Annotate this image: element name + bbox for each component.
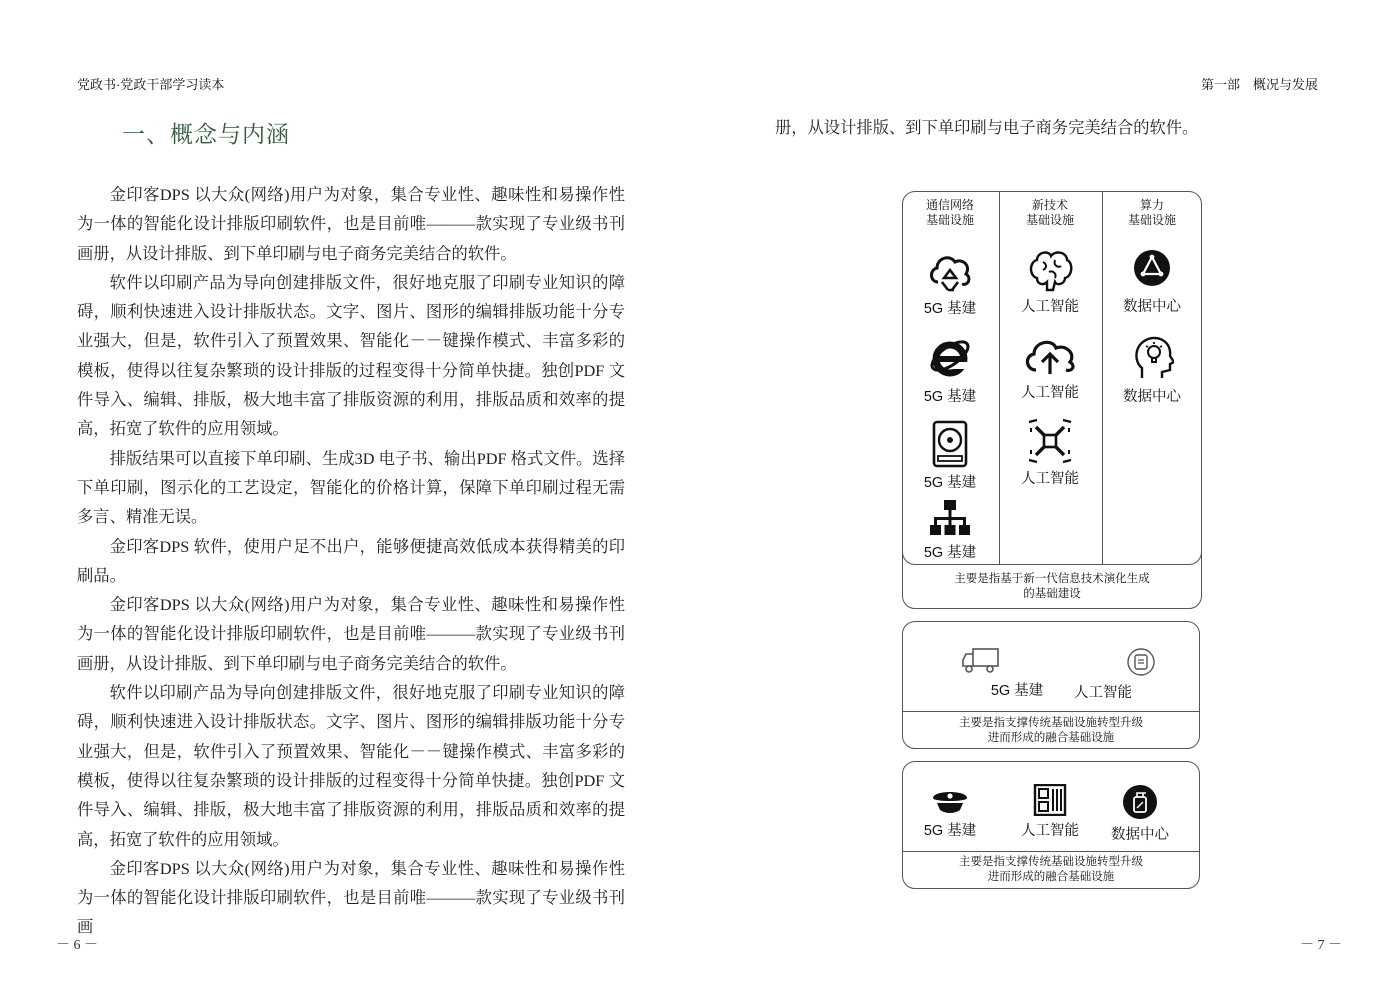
paragraph: 软件以印刷产品为导向创建排版文件，很好地克服了印刷专业知识的障碍，顺利快速进入设计排版状态。文字、图片、图形的编辑排版功能十分专业强大，但是，软件引入了预置效果、智能化－－键操作模式、丰富多彩的模板，使得以往复杂繁琐的设计排版的过程变得十分简单快捷。独创PDF 文件导入、编辑、排版，极大地丰富了排版资源的利用，排版品质和效率的提高，拓宽了软件的应用领域。 bbox=[77, 683, 625, 849]
page-number-left: － 6 － bbox=[56, 938, 98, 953]
smart-watch-icon bbox=[1125, 646, 1157, 678]
infrastructure-card-fusion-2 bbox=[902, 761, 1200, 889]
cloud-recycle-icon bbox=[926, 248, 974, 294]
page-number-right: － 7 － bbox=[1300, 938, 1342, 953]
brain-icon bbox=[1027, 248, 1073, 292]
diagram-item: 5G 基建 bbox=[900, 498, 1000, 562]
columns-bottom-border bbox=[902, 544, 1202, 565]
infrastructure-card-fusion bbox=[902, 621, 1200, 749]
diagram-item: 人工智能 bbox=[1000, 248, 1100, 316]
drone-icon bbox=[1027, 418, 1073, 464]
caption-separator bbox=[903, 711, 1199, 712]
diagram-item: 5G 基建 bbox=[955, 646, 1055, 700]
infrastructure-card-new bbox=[902, 191, 1202, 609]
column-title-compute: 算力 基础设施 bbox=[1127, 198, 1176, 227]
running-head-right: 第一部 概况与发展 bbox=[1200, 77, 1318, 92]
server-panel-icon bbox=[1033, 784, 1067, 816]
ie-browser-icon bbox=[926, 334, 974, 382]
running-head-left: 党政书·党政干部学习读本 bbox=[77, 77, 225, 92]
diagram-item: 人工智能 bbox=[1000, 418, 1100, 488]
paragraph: 排版结果可以直接下单印刷、生成3D 电子书、输出PDF 格式文件。选择下单印刷，图示化的工艺设定，智能化的价格计算，保障下单印刷过程无需多言、精准无误。 bbox=[77, 448, 625, 527]
truck-icon bbox=[961, 646, 1001, 676]
cloud-upload-icon bbox=[1022, 334, 1078, 378]
card-caption: 主要是指基于新一代信息技术演化生成 的基础建设 bbox=[954, 573, 1150, 600]
body-text bbox=[77, 180, 625, 942]
police-cap-icon bbox=[930, 784, 970, 816]
continued-paragraph: 册，从设计排版、到下单印刷与电子商务完美结合的软件。 bbox=[775, 118, 1199, 137]
network-triangle-icon bbox=[1130, 248, 1174, 292]
sanitizer-icon bbox=[1122, 784, 1158, 820]
diagram-item: 数据中心 bbox=[1102, 334, 1202, 406]
paragraph: 金印客DPS 软件，使用户足不出户，能够便捷高效低成本获得精美的印刷品。 bbox=[77, 536, 625, 585]
paragraph: 软件以印刷产品为导向创建排版文件，很好地克服了印刷专业知识的障碍，顺利快速进入设计排版状态。文字、图片、图形的编辑排版功能十分专业强大，但是，软件引入了预置效果、智能化－－键操作模式、丰富多彩的模板，使得以往复杂繁琐的设计排版的过程变得十分简单快捷。独创PDF 文件导入、编辑、排版，极大地丰富了排版资源的利用，排版品质和效率的提高，拓宽了软件的应用领域。 bbox=[77, 272, 625, 439]
org-chart-icon bbox=[929, 498, 971, 538]
diagram-item: 数据中心 bbox=[1102, 248, 1202, 316]
paragraph: 金印客DPS 以大众(网络)用户为对象，集合专业性、趣味性和易操作性为一体的智能化设计排版印刷软件，也是目前唯———款实现了专业级书刊画 bbox=[77, 858, 625, 937]
card-caption: 主要是指支撑传统基础设施转型升级 进而形成的融合基础设施 bbox=[959, 856, 1143, 883]
paragraph: 金印客DPS 以大众(网络)用户为对象，集合专业性、趣味性和易操作性为一体的智能化设计排版印刷软件，也是目前唯———款实现了专业级书刊画册，从设计排版、到下单印刷与电子商务完美结合的软件。 bbox=[77, 595, 625, 673]
diagram-item: 人工智能 bbox=[1000, 334, 1100, 402]
diagram-item: 5G 基建 bbox=[900, 334, 1000, 406]
diagram-item: 人工智能 bbox=[1053, 646, 1153, 702]
diagram-item: 5G 基建 bbox=[900, 248, 1000, 318]
caption-separator bbox=[903, 851, 1199, 852]
column-title-network: 通信网络 基础设施 bbox=[925, 198, 974, 227]
diagram-item: 5G 基建 bbox=[900, 420, 1000, 492]
diagram-item: 人工智能 bbox=[1000, 784, 1100, 840]
card-caption: 主要是指支撑传统基础设施转型升级 进而形成的融合基础设施 bbox=[959, 717, 1143, 744]
chapter-title: 一、概念与内涵 bbox=[122, 122, 290, 148]
paragraph: 金印客DPS 以大众(网络)用户为对象，集合专业性、趣味性和易操作性为一体的智能化设计排版印刷软件，也是目前唯———款实现了专业级书刊画册，从设计排版、到下单印刷与电子商务完美结合的软件。 bbox=[77, 185, 625, 263]
head-idea-icon bbox=[1130, 334, 1174, 382]
diagram-item: 5G 基建 bbox=[900, 784, 1000, 840]
hard-disk-icon bbox=[930, 420, 970, 468]
diagram-item: 数据中心 bbox=[1090, 784, 1190, 844]
column-title-tech: 新技术 基础设施 bbox=[1025, 198, 1074, 227]
